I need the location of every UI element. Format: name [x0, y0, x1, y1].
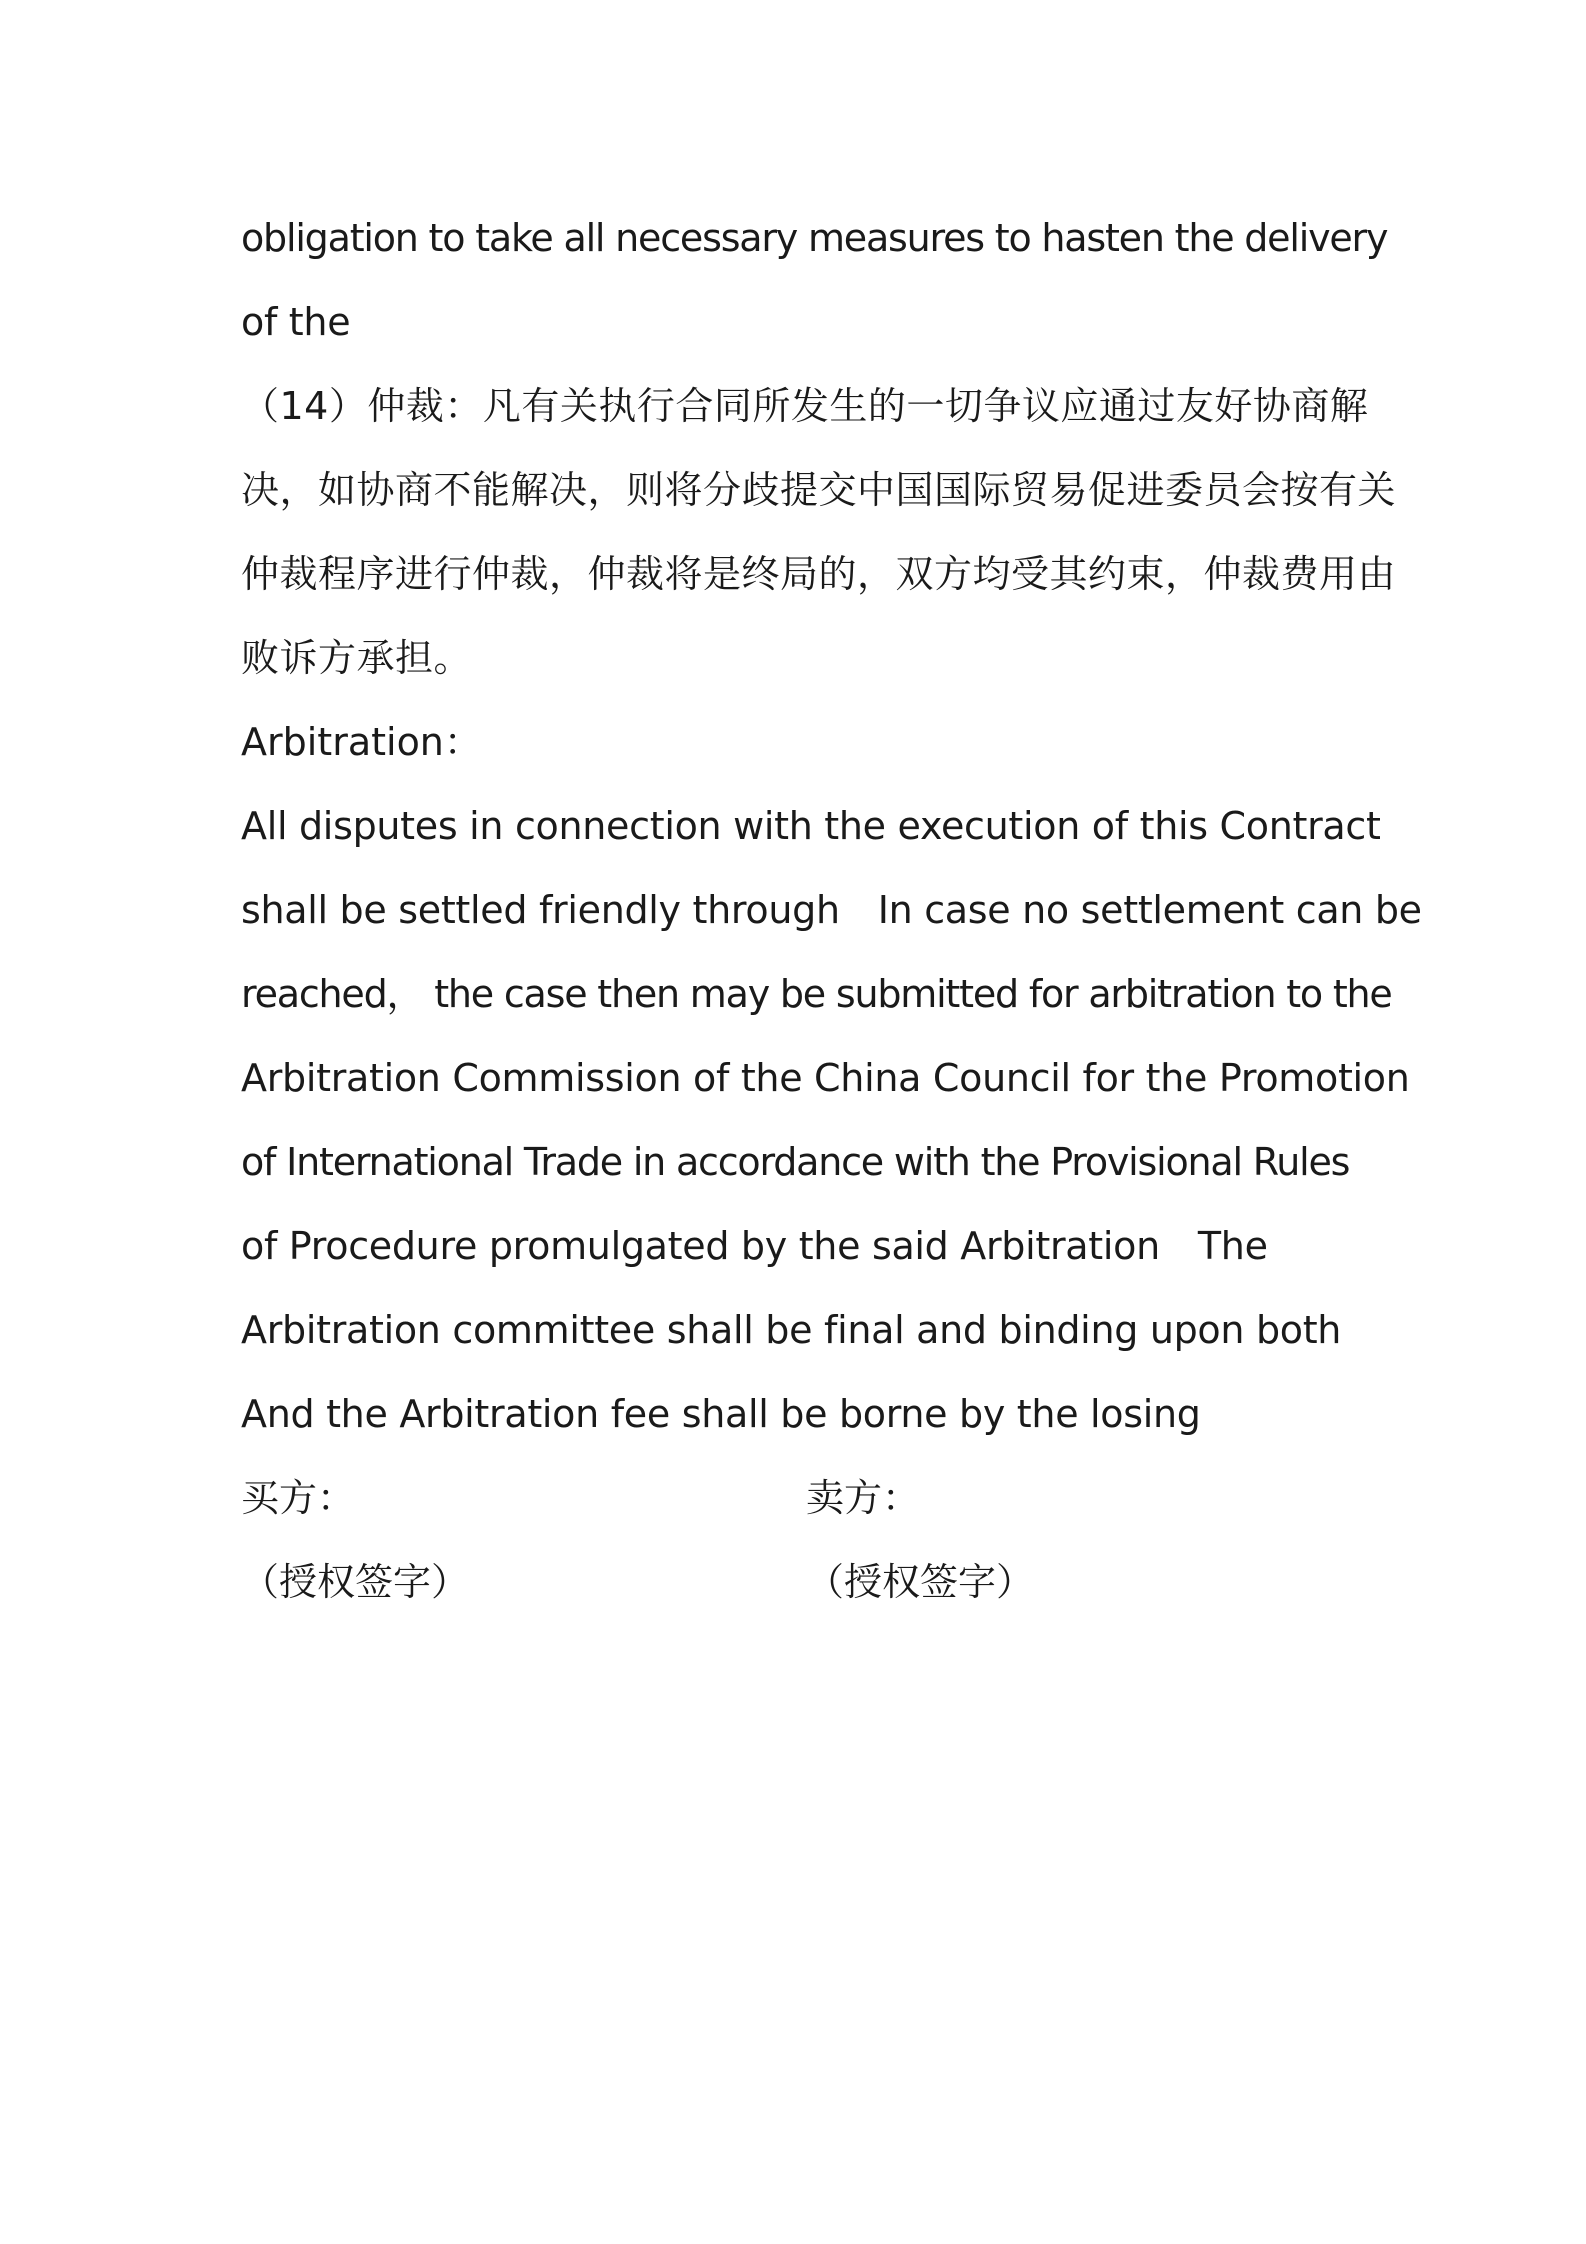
buyer-label: 买方： [241, 1476, 356, 1520]
text-line: And the Arbitration fee shall be borne by the losing [241, 1392, 1201, 1436]
text-fragment: of Procedure promulgated by the said Arbitration [241, 1224, 1160, 1268]
text-line: reached， the case then may be submitted for arbitration to the [241, 972, 1392, 1016]
text-fragment: In case no settlement can be [877, 888, 1422, 932]
buyer-signature: （授权签字） [241, 1560, 470, 1604]
arbitration-heading: Arbitration： [241, 720, 482, 764]
text-line: of International Trade in accordance with the Provisional Rules [241, 1140, 1350, 1184]
text-line: 决，如协商不能解决，则将分歧提交中国国际贸易促进委员会按有关 [241, 468, 1397, 512]
text-line: Arbitration committee shall be final and binding upon both [241, 1308, 1342, 1352]
text-line: of the [241, 300, 351, 344]
text-line: Arbitration Commission of the China Council for the Promotion [241, 1056, 1410, 1100]
text-line: 败诉方承担。 [241, 636, 473, 680]
signature-lines-row [241, 1540, 1361, 1624]
text-fragment: The [1197, 1224, 1268, 1268]
seller-signature: （授权签字） [806, 1560, 1035, 1604]
text-line: All disputes in connection with the execution of this Contract [241, 804, 1381, 848]
text-line: obligation to take all necessary measures to hasten the delivery [241, 216, 1388, 260]
clause-14-heading-line: （14）仲裁：凡有关执行合同所发生的一切争议应通过友好协商解 [241, 384, 1369, 428]
text-fragment: shall be settled friendly through [241, 888, 840, 932]
seller-label: 卖方： [806, 1476, 921, 1520]
text-line: 仲裁程序进行仲裁，仲裁将是终局的，双方均受其约束，仲裁费用由 [241, 552, 1397, 596]
signature-labels-row [241, 1456, 1361, 1540]
document-body [241, 196, 1422, 1624]
text-line [241, 868, 1422, 952]
text-line [241, 1204, 1361, 1288]
